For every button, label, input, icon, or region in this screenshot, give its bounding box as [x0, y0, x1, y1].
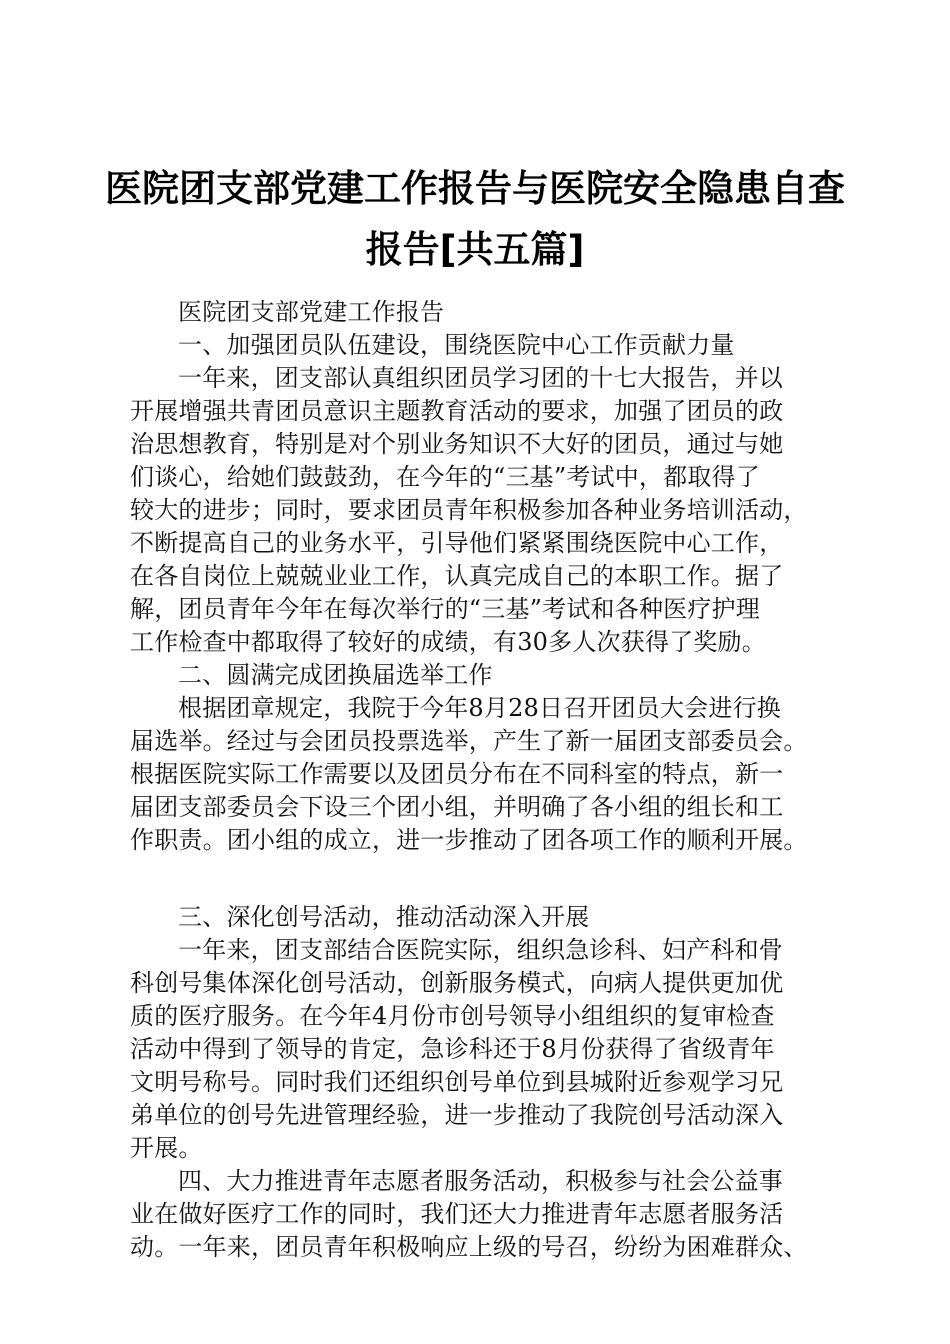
paragraph-line: 根据团章规定，我院于今年8月28日召开团员大会进行换 — [178, 694, 782, 722]
paragraph-line: 文明号称号。同时我们还组织创号单位到县城附近参观学习兄 — [130, 1068, 784, 1096]
paragraph-line: 业在做好医疗工作的同时，我们还大力推进青年志愿者服务活 — [130, 1200, 784, 1228]
paragraph-line: 动。一年来，团员青年积极响应上级的号召，纷纷为困难群众、 — [130, 1233, 808, 1261]
paragraph-line: 较大的进步；同时，要求团员青年积极参加各种业务培训活动， — [130, 496, 808, 524]
paragraph-line: 科创号集体深化创号活动，创新服务模式，向病人提供更加优 — [130, 969, 784, 997]
paragraph-line: 医院团支部党建工作报告 — [178, 298, 445, 326]
paragraph-line: 工作检查中都取得了较好的成绩，有30多人次获得了奖励。 — [130, 628, 766, 656]
document-body — [130, 296, 850, 1264]
paragraph-line: 二、圆满完成团换届选举工作 — [178, 661, 493, 689]
paragraph-line: 届选举。经过与会团员投票选举，产生了新一届团支部委员会。 — [130, 727, 808, 755]
paragraph-line: 作职责。团小组的成立，进一步推动了团各项工作的顺利开展。 — [130, 826, 808, 854]
paragraph-line: 在各自岗位上兢兢业业工作，认真完成自己的本职工作。据了 — [130, 562, 784, 590]
paragraph-line: 不断提高自己的业务水平，引导他们紧紧围绕医院中心工作， — [130, 529, 784, 557]
paragraph-line: 四、大力推进青年志愿者服务活动，积极参与社会公益事 — [178, 1167, 783, 1195]
paragraph-line: 治思想教育，特别是对个别业务知识不大好的团员，通过与她 — [130, 430, 784, 458]
document-title-line-1: 医院团支部党建工作报告与医院安全隐患自查 — [105, 167, 845, 210]
paragraph-line: 一年来，团支部结合医院实际，组织急诊科、妇产科和骨 — [178, 936, 783, 964]
paragraph-line: 弟单位的创号先进管理经验，进一步推动了我院创号活动深入 — [130, 1101, 784, 1129]
paragraph-line: 一年来，团支部认真组织团员学习团的十七大报告，并以 — [178, 364, 783, 392]
paragraph-line: 开展。 — [130, 1134, 203, 1162]
paragraph-line: 解，团员青年今年在每次举行的“三基”考试和各种医疗护理 — [130, 595, 760, 623]
paragraph-line: 三、深化创号活动，推动活动深入开展 — [178, 903, 590, 931]
paragraph-line: 届团支部委员会下设三个团小组，并明确了各小组的组长和工 — [130, 793, 784, 821]
paragraph-line: 们谈心，给她们鼓鼓劲，在今年的“三基”考试中，都取得了 — [130, 463, 760, 491]
paragraph-line: 一、加强团员队伍建设，围绕医院中心工作贡献力量 — [178, 331, 735, 359]
paragraph-line: 活动中得到了领导的肯定，急诊科还于8月份获得了省级青年 — [130, 1035, 775, 1063]
blank-line — [130, 857, 850, 901]
document-title-line-2: 报告[共五篇] — [365, 228, 585, 271]
paragraph-line: 开展增强共青团员意识主题教育活动的要求，加强了团员的政 — [130, 397, 784, 425]
paragraph-line: 质的医疗服务。在今年4月份市创号领导小组组织的复审检查 — [130, 1002, 775, 1030]
paragraph-line: 根据医院实际工作需要以及团员分布在不同科室的特点，新一 — [130, 760, 784, 788]
